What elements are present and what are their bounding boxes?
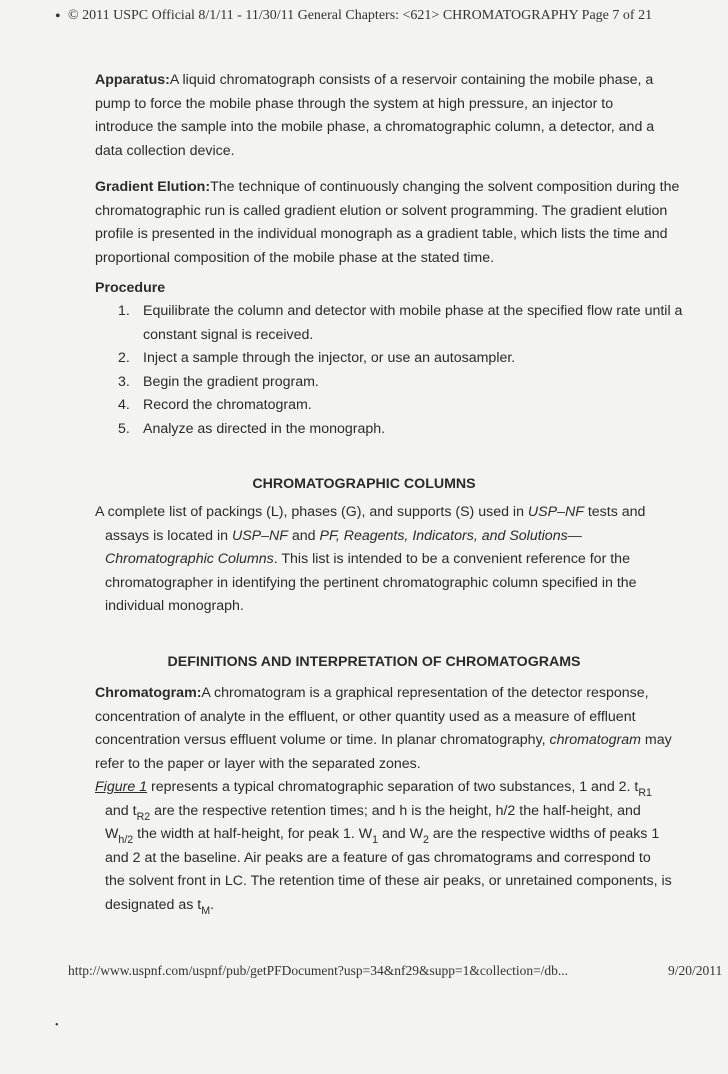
section-heading-columns: CHROMATOGRAPHIC COLUMNS: [252, 476, 476, 492]
stray-mark: •: [55, 1020, 59, 1031]
figure-1-link[interactable]: Figure 1: [95, 779, 148, 795]
gradient-term: Gradient Elution:: [95, 179, 211, 195]
gradient-elution-paragraph: Gradient Elution:The technique of continuously changing the solvent composition during the chromatographic run is called gradient elution or solvent programming. The gradient elution profile is presented in the individual monograph as a gradient table, which lists the time and proportional composition of the mobile phase at the stated time.: [95, 179, 680, 266]
chromatogram-term: Chromatogram:: [95, 685, 202, 701]
list-item: 1. Equilibrate the column and detector with mobile phase at the specified flow rate until a constant signal is received.: [118, 303, 683, 343]
procedure-list: [118, 300, 728, 441]
list-item: 3. Begin the gradient program.: [118, 373, 319, 390]
list-item: 5. Analyze as directed in the monograph.: [118, 420, 386, 437]
page-header: © 2011 USPC Official 8/1/11 - 11/30/11 General Chapters: <621> CHROMATOGRAPHY Page 7 of 21: [68, 8, 653, 23]
footer-date: 9/20/2011: [668, 963, 723, 978]
procedure-title: Procedure: [95, 280, 166, 296]
columns-paragraph: A complete list of packings (L), phases (G), and supports (S) used in USP–NF tests and assays is located in USP–NF and PF, Reagents, Indicators, and Solutions— Chromatographic Columns. This list is intended to be a convenient reference for the chromatographer in identifying the pertinent chromatographic column specified in the individual monograph.: [95, 504, 646, 614]
page-footer: [68, 963, 728, 979]
apparatus-paragraph: Apparatus:A liquid chromatograph consists of a reservoir containing the mobile phase, a pump to force the mobile phase through the system at high pressure, an injector to introduce the sample into the mobile phase, a chromatographic column, a detector, and a data collection device.: [95, 72, 655, 159]
bullet-mark: •: [55, 8, 61, 25]
footer-url: http://www.uspnf.com/uspnf/pub/getPFDocument?usp=34&nf29&supp=1&collection=/db...: [68, 963, 569, 978]
section-heading-definitions: DEFINITIONS AND INTERPRETATION OF CHROMATOGRAMS: [167, 654, 581, 670]
list-item: 4. Record the chromatogram.: [118, 397, 312, 413]
apparatus-term: Apparatus:: [95, 72, 170, 88]
list-item: 2. Inject a sample through the injector, or use an autosampler.: [118, 350, 516, 366]
chromatogram-paragraph: Chromatogram:A chromatogram is a graphical representation of the detector response, concentration of analyte in the effluent, or other quantity used as a measure of effluent concentration versus effluent volume or time. In planar chromatography, chromatogram may refer to the paper or layer with the separated zones. Figure 1 represents a typical chromatographic separation of two substances, 1 and 2. $t_{R1}$ and $t_{R2}$ are the respective retention times; and h is the height, h/2 the half-height, and $W_{h/2}$ the width at half-height, for peak 1. $W_1$ and $W_2$ are the respective widths of peaks 1 and 2 at the baseline. Air peaks are a feature of gas chromatograms and correspond to the solvent front in LC. The retention time of these air peaks, or unretained components, is designated as $t_M$.: [95, 685, 672, 917]
